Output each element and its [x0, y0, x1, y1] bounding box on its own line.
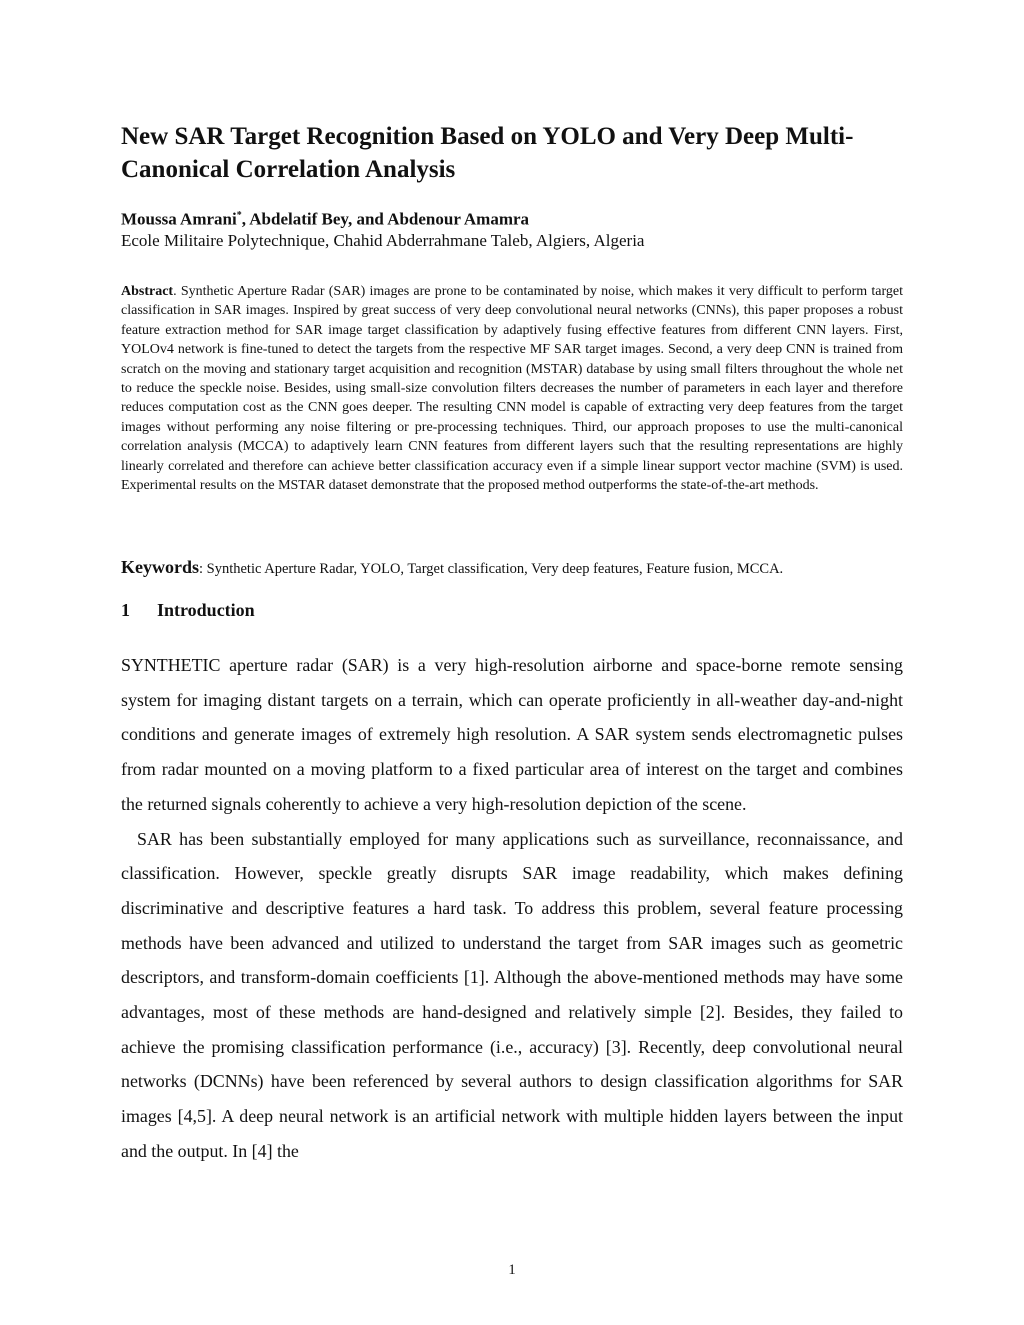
- page-number: 1: [508, 1262, 516, 1278]
- paper-title: New SAR Target Recognition Based on YOLO and Very Deep Multi-Canonical Correlation Analysis: [121, 123, 854, 183]
- keywords: [121, 556, 911, 580]
- affiliation: Ecole Militaire Polytechnique, Chahid Abderrahmane Taleb, Algiers, Algeria: [121, 231, 645, 250]
- abstract-text: . Synthetic Aperture Radar (SAR) images are prone to be contaminated by noise, which makes it very difficult to perform target classification in SAR images. Inspired by great success of very deep convolutional neural networks (CNNs), this paper proposes a robust feature extraction method for SAR image target classification by adaptively fusing effective features from different CNN layers. First, YOLOv4 network is fine-tuned to detect the targets from the respective MF SAR target images. Second, a very deep CNN is trained from scratch on the moving and stationary target acquisition and recognition (MSTAR) database by using small filters throughout the whole net to reduce the speckle noise. Besides, using small-size convolution filters decreases the number of parameters in each layer and therefore reduces computation cost as the CNN goes deeper. The resulting CNN model is capable of extracting very deep features from the target images without performing any noise filtering or pre-processing techniques. Third, our approach proposes to use the multi-canonical correlation analysis (MCCA) to adaptively learn CNN features from different layers such that the resulting representations are highly linearly correlated and therefore can achieve better classification accuracy even if a simple linear support vector machine (SVM) is used. Experimental results on the MSTAR dataset demonstrate that the proposed method outperforms the state-of-the-art methods.: [121, 284, 903, 494]
- keywords-label: Keywords: [121, 557, 199, 577]
- keywords-text: : Synthetic Aperture Radar, YOLO, Target classification, Very deep features, Feature fusion, MCCA.: [199, 561, 784, 577]
- author-list: [121, 205, 911, 231]
- body-paragraph: SAR has been substantially employed for many applications such as surveillance, reconnaissance, and classification. However, speckle greatly disrupts SAR image readability, which makes defining discriminative and descriptive features a hard task. To address this problem, several feature processing methods have been advanced and utilized to understand the target from SAR images such as geometric descriptors, and transform-domain coefficients [1]. Although the above-mentioned methods may have some advantages, most of these methods are hand-designed and relatively simple [2]. Besides, they failed to achieve the promising classification performance (i.e., accuracy) [3]. Recently, deep convolutional neural networks (DCNNs) have been referenced by several authors to design classification algorithms for SAR images [4,5]. A deep neural network is an artificial network with multiple hidden layers between the input and the output. In [4] the: [121, 828, 903, 1161]
- first-author: Moussa Amrani: [121, 209, 237, 229]
- section-title: Introduction: [157, 600, 255, 620]
- body-paragraph: SYNTHETIC aperture radar (SAR) is a very high-resolution airborne and space-borne remote sensing system for imaging distant targets on a terrain, which can operate proficiently in all-weather day-and-night conditions and generate images of extremely high resolution. A SAR system sends electromagnetic pulses from radar mounted on a moving platform to a fixed particular area of interest on the target and combines the returned signals coherently to achieve a very high-resolution depiction of the scene.: [121, 655, 903, 814]
- corresponding-author-mark: *: [236, 210, 242, 221]
- abstract-label: Abstract: [121, 284, 174, 299]
- other-authors: , Abdelatif Bey, and Abdenour Amamra: [241, 209, 530, 229]
- section-heading-introduction: [121, 598, 621, 622]
- abstract: [121, 282, 903, 495]
- introduction-body: [121, 648, 903, 1169]
- section-number: 1: [121, 600, 130, 620]
